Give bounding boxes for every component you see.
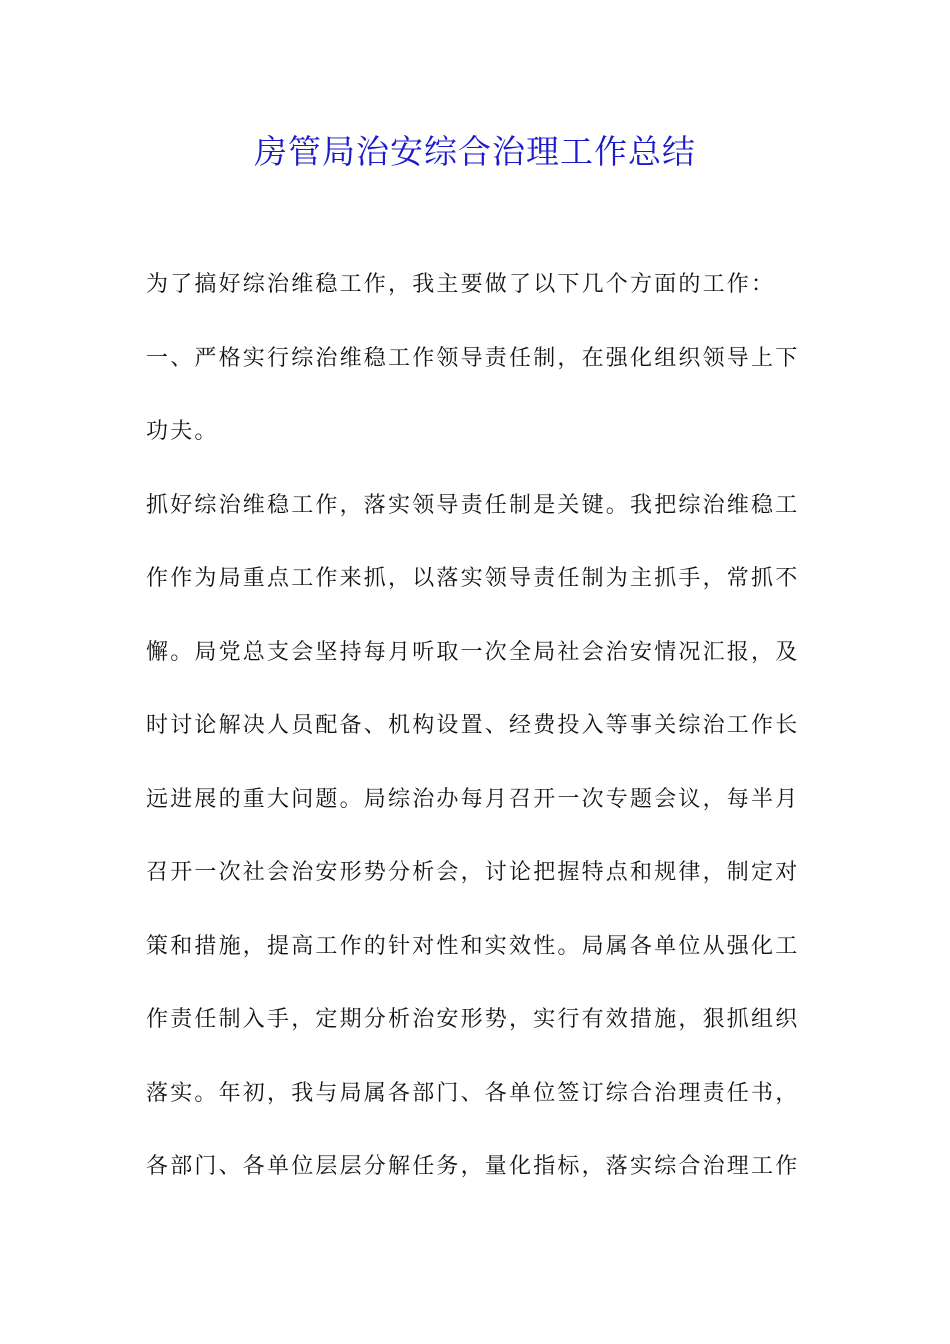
text-line: 落实。年初，我与局属各部门、各单位签订综合治理责任书， bbox=[146, 1080, 800, 1106]
text-line: 抓好综治维稳工作，落实领导责任制是关键。我把综治维稳工 bbox=[146, 492, 800, 518]
text-line: 懈。局党总支会坚持每月听取一次全局社会治安情况汇报，及 bbox=[146, 639, 800, 665]
text-line: 为了搞好综治维稳工作，我主要做了以下几个方面的工作： bbox=[146, 272, 776, 297]
text-line: 作责任制入手，定期分析治安形势，实行有效措施，狠抓组织 bbox=[146, 1007, 800, 1032]
text-line: 各部门、各单位层层分解任务，量化指标，落实综合治理工作 bbox=[146, 1154, 800, 1179]
text-line: 作作为局重点工作来抓，以落实领导责任制为主抓手，常抓不 bbox=[146, 566, 800, 591]
text-line: 召开一次社会治安形势分析会，讨论把握特点和规律，制定对 bbox=[146, 860, 800, 885]
text-line: 一、严格实行综治维稳工作领导责任制，在强化组织领导上下 bbox=[146, 345, 800, 371]
text-line: 时讨论解决人员配备、机构设置、经费投入等事关综治工作长 bbox=[146, 713, 800, 738]
text-line: 远进展的重大问题。局综治办每月召开一次专题会议，每半月 bbox=[146, 786, 800, 812]
document-title: 房管局治安综合治理工作总结 bbox=[254, 132, 696, 171]
text-line: 功夫。 bbox=[146, 419, 219, 444]
text-line: 策和措施，提高工作的针对性和实效性。局属各单位从强化工 bbox=[146, 933, 800, 959]
document-body bbox=[146, 248, 806, 1204]
